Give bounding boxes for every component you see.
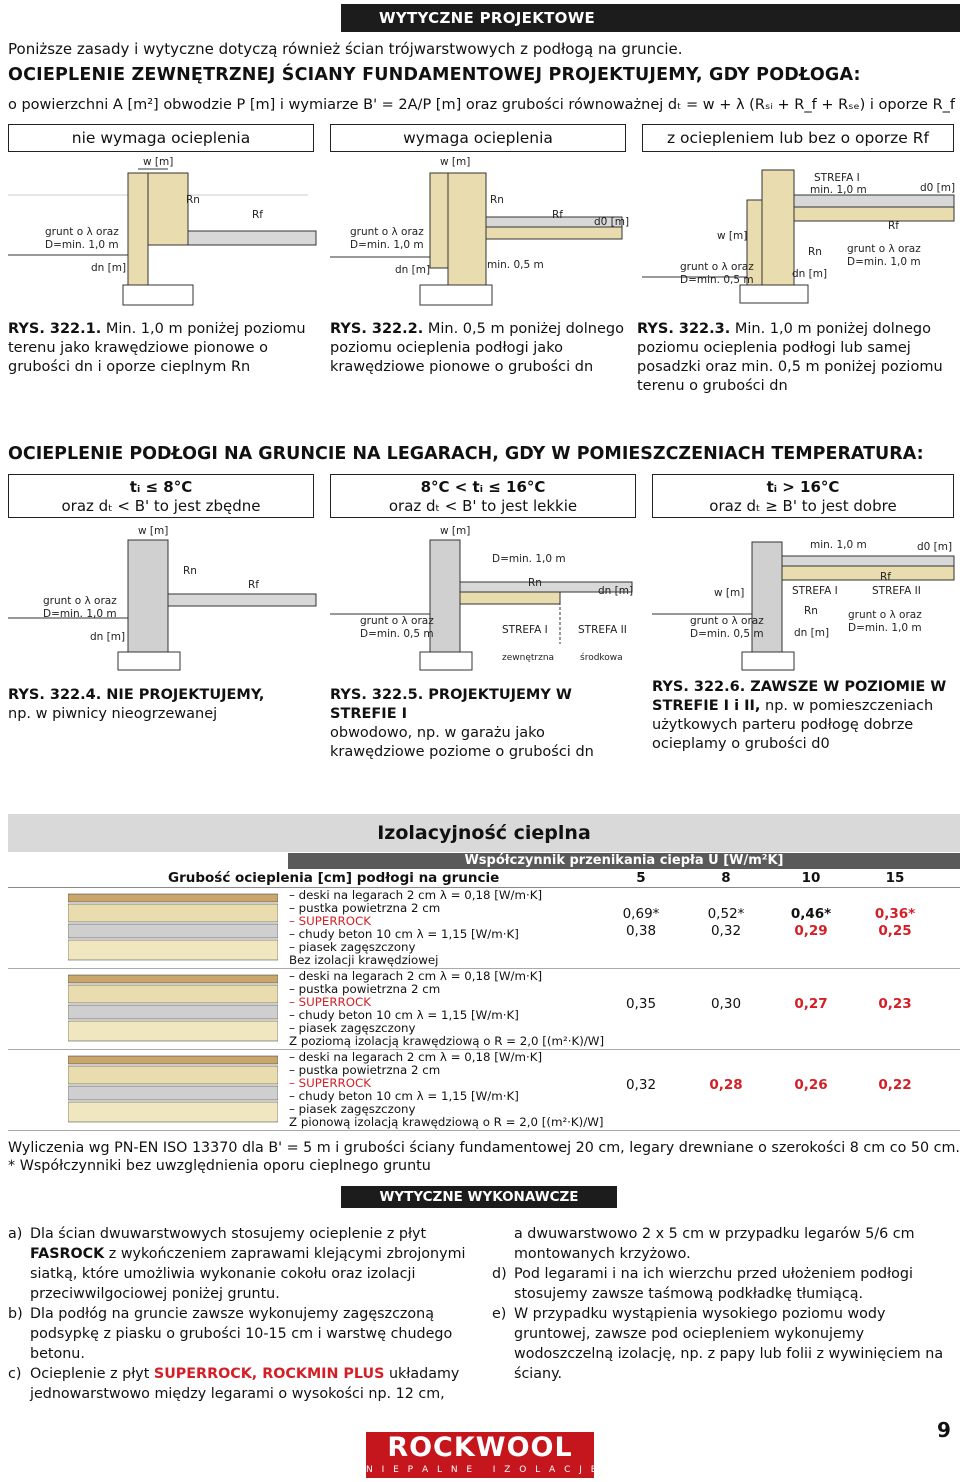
- caption-text: np. w pomieszczeniach użytkowych parteru podłogę dobrze ocieplamy o grubości d0: [652, 698, 934, 752]
- label-w: w [m]: [440, 525, 471, 537]
- item-key: a): [8, 1226, 23, 1242]
- u-value: 0,32: [710, 923, 742, 939]
- label-w: w [m]: [440, 156, 471, 168]
- label-d0: d0 [m]: [917, 541, 953, 553]
- temp-cond: tᵢ ≤ 8°C: [129, 478, 193, 496]
- label-rf: Rf: [252, 209, 263, 221]
- edge-insulation: [128, 173, 148, 285]
- header-thickness: Grubość ocieplenia [cm] podłogi na gruncie: [168, 870, 500, 886]
- edge-insulation-type: Z pionową izolacją krawędziową o R = 2,0 [(m²·K)/W]: [289, 1115, 604, 1129]
- caption-text: Min. 0,5 m poniżej dolnego poziomu ocieplenia podłogi jako krawędziowe pionowe o grubości dn: [330, 321, 624, 375]
- temp-cond: tᵢ > 16°C: [766, 478, 840, 496]
- caption-322-5: [330, 686, 630, 762]
- execution-title-bar: [341, 1186, 617, 1208]
- label-dn: dn [m]: [598, 585, 634, 597]
- table-header-2: [8, 869, 960, 888]
- list-item: [8, 1304, 468, 1364]
- u-value: 0,26: [794, 1077, 828, 1093]
- label-srodk: środkowa: [580, 653, 623, 663]
- label-d: D=min. 1,0 m: [45, 239, 119, 251]
- item-key: e): [492, 1306, 507, 1322]
- label-d: D=min. 0,5 m: [680, 274, 754, 286]
- list-item: [492, 1264, 954, 1304]
- page-number: 9: [937, 1418, 951, 1442]
- caption-322-3: [637, 320, 957, 396]
- label-dn: dn [m]: [90, 631, 126, 643]
- label-d: D=min. 1,0 m: [847, 256, 921, 268]
- u-value: 0,35: [625, 996, 657, 1012]
- caption-322-6: [652, 678, 952, 754]
- u-value: 0,46*: [790, 906, 832, 922]
- layers-description: [289, 889, 542, 967]
- label-dn: dn [m]: [395, 264, 431, 276]
- list-item: [492, 1224, 954, 1264]
- label-rf: Rf: [880, 571, 891, 583]
- label-grunt: grunt o λ oraz: [680, 261, 754, 273]
- item-text: z wykończeniem zaprawami klejącymi zbrojonymi siatką, które umożliwia wykonanie cokołu oraz izolacji przeciwwilgociowej poniżej gruntu.: [30, 1246, 466, 1302]
- diagram-322-6: [652, 522, 958, 672]
- caption-322-2: [330, 320, 626, 377]
- layer: – deski na legarach 2 cm λ = 0,18 [W/m·K]: [289, 1050, 543, 1064]
- note-asterisk: * Współczynniki bez uwzględnienia oporu cieplnego gruntu: [8, 1158, 431, 1174]
- u-value: 0,23: [878, 996, 912, 1012]
- label-rf: Rf: [248, 579, 259, 591]
- caption-text: np. w piwnicy nieogrzewanej: [8, 706, 218, 722]
- temp-box-1: [8, 474, 314, 518]
- label-strefa1: STREFA I: [792, 585, 838, 597]
- fig-number: RYS. 322.6. ZAWSZE W POZIOMIE W STREFIE I i II,: [652, 679, 947, 714]
- header-title: WYTYCZNE PROJEKTOWE: [379, 9, 596, 27]
- fig-number: RYS. 322.4. NIE PROJEKTUJEMY,: [8, 687, 265, 703]
- list-item: [8, 1224, 468, 1304]
- label-rn: Rn: [186, 194, 200, 206]
- box-with-rf: [642, 124, 954, 152]
- logo-text: ROCKWOOL: [387, 1432, 573, 1463]
- temp-desc: oraz dₜ ≥ B' to jest dobre: [709, 497, 897, 515]
- floor-section-illustration: [68, 892, 278, 962]
- label-grunt: grunt o λ oraz: [847, 243, 921, 255]
- label-min10: min. 1,0 m: [810, 539, 867, 551]
- label-d: D=min. 1,0 m: [848, 622, 922, 634]
- label-d: D=min. 0,5 m: [690, 628, 764, 640]
- table-row: [8, 888, 960, 969]
- box-insulation: [330, 124, 626, 152]
- layer: – chudy beton 10 cm λ = 1,15 [W/m·K]: [289, 1089, 519, 1103]
- caption-text: obwodowo, np. w garażu jako krawędziowe poziome o grubości dn: [330, 725, 594, 760]
- fig-number: RYS. 322.5. PROJEKTUJEMY W STREFIE I: [330, 687, 572, 722]
- layer: – pustka powietrzna 2 cm: [289, 901, 441, 915]
- item-text: W przypadku wystąpienia wysokiego poziomu wody gruntowej, zawsze pod ociepleniem wykonujemy wodoszczelną izolację, np. z papy lub folii z wywinięciem na ściany.: [514, 1306, 944, 1382]
- label-grunt: grunt o λ oraz: [848, 609, 922, 621]
- label-d0: d0 [m]: [920, 182, 956, 194]
- section2-title: OCIEPLENIE PODŁOGI NA GRUNCIE NA LEGARACH, GDY W POMIESZCZENIACH TEMPERATURA:: [8, 444, 924, 464]
- layer: – piasek zagęszczony: [289, 940, 416, 954]
- layer: – SUPERROCK: [289, 914, 371, 928]
- u-value: 0,22: [878, 1077, 912, 1093]
- u-value-table: [8, 853, 960, 1131]
- label-w: w [m]: [714, 587, 745, 599]
- box-label: wymaga ocieplenia: [403, 129, 553, 147]
- u-value: 0,30: [710, 996, 742, 1012]
- note-calc: Wyliczenia wg PN-EN ISO 13370 dla B' = 5 m i grubości ściany fundamentowej 20 cm, legary drewniane o szerokości 8 cm co 50 cm.: [8, 1140, 960, 1156]
- layer: – piasek zagęszczony: [289, 1102, 416, 1116]
- label-rn: Rn: [490, 194, 504, 206]
- label-strefa2: STREFA II: [578, 624, 627, 636]
- u-value: 0,36*: [874, 906, 916, 922]
- label-d: D=min. 1,0 m: [492, 553, 566, 565]
- label-min05: min. 0,5 m: [487, 259, 544, 271]
- layer: – SUPERROCK: [289, 1076, 371, 1090]
- floor-section-illustration: [68, 1054, 278, 1124]
- formula-text: o powierzchni A [m²] obwodzie P [m] i wymiarze B' = 2A/P [m] oraz grubości równoważnej dₜ = w + λ (Rₛᵢ + R_f + Rₛₑ) i oporze R_f: [8, 97, 955, 113]
- box-label: z ociepleniem lub bez o oporze Rf: [666, 129, 930, 147]
- label-w: w [m]: [138, 525, 169, 537]
- floor-section-illustration: [68, 973, 278, 1043]
- item-text: a dwuwarstwowo 2 x 5 cm w przypadku legarów 5/6 cm montowanych krzyżowo.: [514, 1226, 915, 1262]
- item-bold: FASROCK: [30, 1246, 105, 1262]
- execution-list-right: [492, 1224, 954, 1384]
- label-grunt: grunt o λ oraz: [360, 615, 434, 627]
- u-value: 0,27: [794, 996, 828, 1012]
- u-value: 0,28: [709, 1077, 743, 1093]
- table-row: [8, 969, 960, 1050]
- fig-number: RYS. 322.1.: [8, 321, 102, 337]
- col-8: 8: [721, 870, 731, 886]
- list-item: [8, 1364, 468, 1404]
- temp-box-3: [652, 474, 954, 518]
- layer: – pustka powietrzna 2 cm: [289, 1063, 441, 1077]
- temp-cond: 8°C < tᵢ ≤ 16°C: [420, 478, 546, 496]
- label-grunt: grunt o λ oraz: [45, 226, 119, 238]
- label-w: w [m]: [143, 156, 174, 168]
- diagram-322-1: [8, 155, 318, 310]
- col-15: 15: [885, 870, 905, 886]
- label-dn: dn [m]: [794, 627, 830, 639]
- label-d0: d0 [m]: [594, 216, 630, 228]
- foundation: [123, 285, 193, 305]
- layers-description: [289, 1051, 604, 1129]
- fig-number: RYS. 322.2.: [330, 321, 424, 337]
- temp-desc: oraz dₜ < B' to jest lekkie: [388, 497, 578, 515]
- col-10: 10: [801, 870, 821, 886]
- layer: – SUPERROCK: [289, 995, 371, 1009]
- diagram-322-2: [330, 155, 630, 310]
- item-text: Dla podłóg na gruncie zawsze wykonujemy zagęszczoną podsypkę z piasku o grubości 10-15 cm i warstwę chudego betonu.: [30, 1306, 453, 1362]
- label-grunt: grunt o λ oraz: [350, 226, 424, 238]
- label-dn: dn [m]: [792, 268, 828, 280]
- item-key: c): [8, 1366, 22, 1382]
- execution-list-left: [8, 1224, 468, 1404]
- box-label: nie wymaga ocieplenia: [71, 129, 251, 147]
- layers-description: [289, 970, 604, 1048]
- layer: – pustka powietrzna 2 cm: [289, 982, 441, 996]
- label-d: D=min. 1,0 m: [350, 239, 424, 251]
- caption-322-1: [8, 320, 313, 377]
- table-title: Izolacyjność cieplna: [377, 822, 591, 844]
- label-rn: Rn: [804, 605, 818, 617]
- item-key: b): [8, 1306, 23, 1322]
- u-value: 0,25: [878, 923, 912, 939]
- u-value: 0,69*: [622, 906, 660, 922]
- label-rn: Rn: [183, 565, 197, 577]
- u-value: 0,32: [625, 1077, 657, 1093]
- item-bold: SUPERROCK, ROCKMIN PLUS: [153, 1366, 385, 1382]
- list-item: [492, 1304, 954, 1384]
- layer: – deski na legarach 2 cm λ = 0,18 [W/m·K]: [289, 969, 543, 983]
- item-text: układamy jednowarstwowo między legarami o wysokości np. 12 cm,: [30, 1366, 460, 1402]
- caption-text: Min. 1,0 m poniżej dolnego poziomu ocieplenia podłogi lub samej posadzki oraz min. 0,5 m poniżej poziomu terenu o grubości dn: [637, 321, 943, 394]
- table-notes: [8, 1139, 960, 1175]
- u-value: 0,29: [794, 923, 828, 939]
- execution-title: WYTYCZNE WYKONAWCZE: [379, 1189, 579, 1205]
- label-rf: Rf: [552, 209, 563, 221]
- label-w: w [m]: [717, 230, 748, 242]
- temp-box-2: [330, 474, 636, 518]
- u-value: 0,52*: [707, 906, 745, 922]
- label-strefa1: STREFA I: [502, 624, 548, 636]
- item-key: d): [492, 1266, 507, 1282]
- table-header-1: Współczynnik przenikania ciepła U [W/m²K]: [288, 853, 960, 869]
- caption-322-4: [8, 686, 313, 724]
- label-strefa1: STREFA I: [814, 172, 860, 184]
- fig-number: RYS. 322.3.: [637, 321, 731, 337]
- label-rn: Rn: [808, 246, 822, 258]
- label-rn: Rn: [528, 577, 542, 589]
- wall-insulation: [148, 173, 188, 245]
- u-value: 0,38: [625, 923, 657, 939]
- layer: – chudy beton 10 cm λ = 1,15 [W/m·K]: [289, 1008, 519, 1022]
- edge-insulation-type: Bez izolacji krawędziowej: [289, 953, 439, 967]
- diagram-322-4: [8, 522, 318, 672]
- table-title-bar: [8, 814, 960, 852]
- table-row: [8, 1050, 960, 1131]
- intro-text: Poniższe zasady i wytyczne dotyczą również ścian trójwarstwowych z podłogą na gruncie.: [8, 40, 683, 58]
- layer: – chudy beton 10 cm λ = 1,15 [W/m·K]: [289, 927, 519, 941]
- edge-insulation-type: Z poziomą izolacją krawędziową o R = 2,0 [(m²·K)/W]: [289, 1034, 605, 1048]
- label-d: D=min. 0,5 m: [360, 628, 434, 640]
- item-text: Ocieplenie z płyt: [30, 1366, 154, 1382]
- diagram-322-5: [330, 522, 640, 672]
- label-rf: Rf: [888, 220, 899, 232]
- item-text: Dla ścian dwuwarstwowych stosujemy ocieplenie z płyt: [30, 1226, 427, 1242]
- label-dn: dn [m]: [91, 262, 127, 274]
- layer: – deski na legarach 2 cm λ = 0,18 [W/m·K]: [289, 888, 543, 902]
- label-strefa2: STREFA II: [872, 585, 921, 597]
- header-bar: [341, 4, 960, 32]
- item-text: Pod legarami i na ich wierzchu przed ułożeniem podłogi stosujemy zawsze taśmową podkładkę tłumiącą.: [514, 1266, 913, 1302]
- section1-title: OCIEPLENIE ZEWNĘTRZNEJ ŚCIANY FUNDAMENTOWEJ PROJEKTUJEMY, GDY PODŁOGA:: [8, 65, 861, 85]
- label-min10: min. 1,0 m: [810, 184, 867, 196]
- label-grunt: grunt o λ oraz: [43, 595, 117, 607]
- caption-text: Min. 1,0 m poniżej poziomu terenu jako krawędziowe pionowe o grubości dn i oporze cieplnym Rn: [8, 321, 306, 375]
- layer: – piasek zagęszczony: [289, 1021, 416, 1035]
- box-no-insulation: [8, 124, 314, 152]
- col-5: 5: [636, 870, 646, 886]
- label-grunt: grunt o λ oraz: [690, 615, 764, 627]
- label-d: D=min. 1,0 m: [43, 608, 117, 620]
- temp-desc: oraz dₜ < B' to jest zbędne: [61, 497, 261, 515]
- label-zewn: zewnętrzna: [502, 653, 555, 663]
- floor-slab: [188, 231, 316, 245]
- diagram-322-3: [642, 155, 958, 310]
- rockwool-logo: [366, 1432, 600, 1478]
- logo-tagline: N I E P A L N E I Z O L A C J E: [366, 1465, 600, 1475]
